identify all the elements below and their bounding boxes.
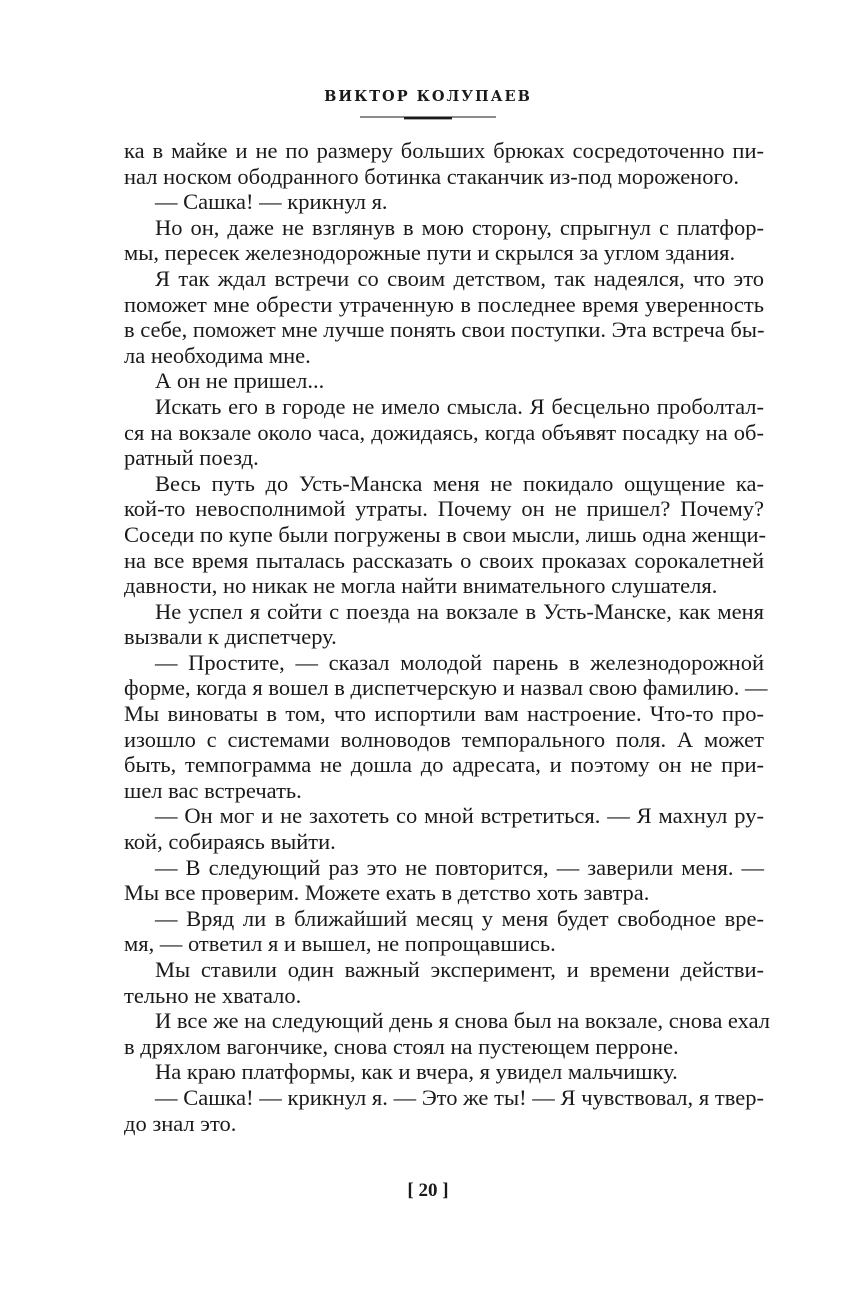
text-line: давности, но никак не могла найти внимательного слушателя. (124, 573, 718, 599)
text-line: вызвали к диспетчеру. (124, 624, 337, 650)
text-line: И все же на следующий день я снова был на вокзале, снова ехал (155, 1008, 770, 1034)
paragraph (124, 957, 764, 1008)
body-text (124, 138, 770, 1136)
text-line: Не успел я сойти с поезда на вокзале в Усть-Манске, как меня (155, 598, 764, 624)
text-line: в дряхлом вагончике, снова стоял на пустеющем перроне. (124, 1033, 679, 1059)
text-line: — Сашка! — крикнул я. (155, 189, 388, 215)
text-line: кой, собираясь выйти. (124, 829, 336, 855)
text-line: Но он, даже не взглянув в мою сторону, спрыгнул с платфор- (155, 214, 764, 240)
text-line: ка в майке и не по размеру больших брюках сосредоточенно пи- (124, 138, 764, 163)
text-line: — В следующий раз это не повторится, — заверили меня. — (155, 854, 764, 880)
text-line: Весь путь до Усть-Манска меня не покидало ощущение ка- (155, 470, 764, 496)
text-line: быть, темпограмма не дошла до адресата, и поэтому он не при- (124, 752, 764, 778)
text-line: форме, когда я вошел в диспетчерскую и назвал свою фамилию. — (124, 675, 768, 701)
paragraph (124, 394, 764, 471)
text-line: кой-то невосполнимой утраты. Почему он не пришел? Почему? (124, 496, 764, 522)
text-line: Искать его в городе не имело смысла. Я бесцельно проболтал- (155, 393, 764, 419)
text-line: нал носком ободранного ботинка стаканчик из-под мороженого. (124, 163, 740, 189)
text-line: Соседи по купе были погружены в свои мысли, лишь одна женщи- (124, 521, 767, 547)
text-line: — Простите, — сказал молодой парень в железнодорожной (155, 649, 764, 675)
paragraph (124, 1085, 764, 1136)
paragraph (124, 189, 764, 215)
text-line: мы, пересек железнодорожные пути и скрылся за углом здания. (124, 240, 736, 266)
paragraph (124, 1008, 770, 1059)
paragraph (124, 803, 764, 854)
paragraph (124, 855, 764, 906)
text-line: На краю платформы, как и вчера, я увидел мальчишку. (155, 1059, 678, 1085)
text-line: — Он мог и не захотеть со мной встретиться. — Я махнул ру- (155, 803, 764, 829)
text-line: тельно не хватало. (124, 982, 302, 1008)
paragraph (124, 649, 768, 804)
paragraph (124, 138, 764, 189)
text-line: до знал это. (124, 1110, 237, 1136)
text-line: шел вас встречать. (124, 777, 302, 803)
running-head-author: ВИКТОР КОЛУПАЕВ (324, 88, 532, 105)
text-line: изошло с системами волноводов темпорального поля. А может (124, 726, 764, 752)
text-line: ся на вокзале около часа, дожидаясь, когда объявят посадку на об- (124, 419, 764, 445)
paragraph (124, 599, 764, 650)
page-number: [ 20 ] (407, 1180, 449, 1201)
text-line: Мы виноваты в том, что испортили вам настроение. Что-то про- (124, 701, 764, 727)
header-rule (0, 116, 856, 120)
text-line: ратный поезд. (124, 445, 259, 471)
text-line: А он не пришел... (155, 368, 325, 394)
text-line: Я так ждал встречи со своим детством, так надеялся, что это (155, 265, 764, 291)
paragraph (124, 1059, 764, 1085)
text-line: в себе, поможет мне лучше понять свои поступки. Эта встреча бы- (124, 317, 765, 343)
text-line: мя, — ответил я и вышел, не попрощавшись. (124, 931, 556, 957)
text-line: Мы ставили один важный эксперимент, и времени действи- (155, 957, 764, 982)
paragraph (124, 906, 764, 957)
paragraph (124, 215, 764, 266)
text-line: Мы все проверим. Можете ехать в детство хоть завтра. (124, 880, 650, 906)
paragraph (124, 470, 767, 599)
text-line: на все время пыталась рассказать о своих проказах сорокалетней (124, 547, 764, 573)
paragraph (124, 266, 764, 368)
text-line: ла необходима мне. (124, 342, 311, 368)
paragraph (124, 368, 764, 394)
text-line: — Вряд ли в ближайший месяц у меня будет свободное вре- (155, 905, 764, 931)
text-line: поможет мне обрести утраченную в последнее время уверенность (124, 291, 764, 317)
text-line: — Сашка! — крикнул я. — Это же ты! — Я чувствовал, я твер- (155, 1084, 764, 1110)
